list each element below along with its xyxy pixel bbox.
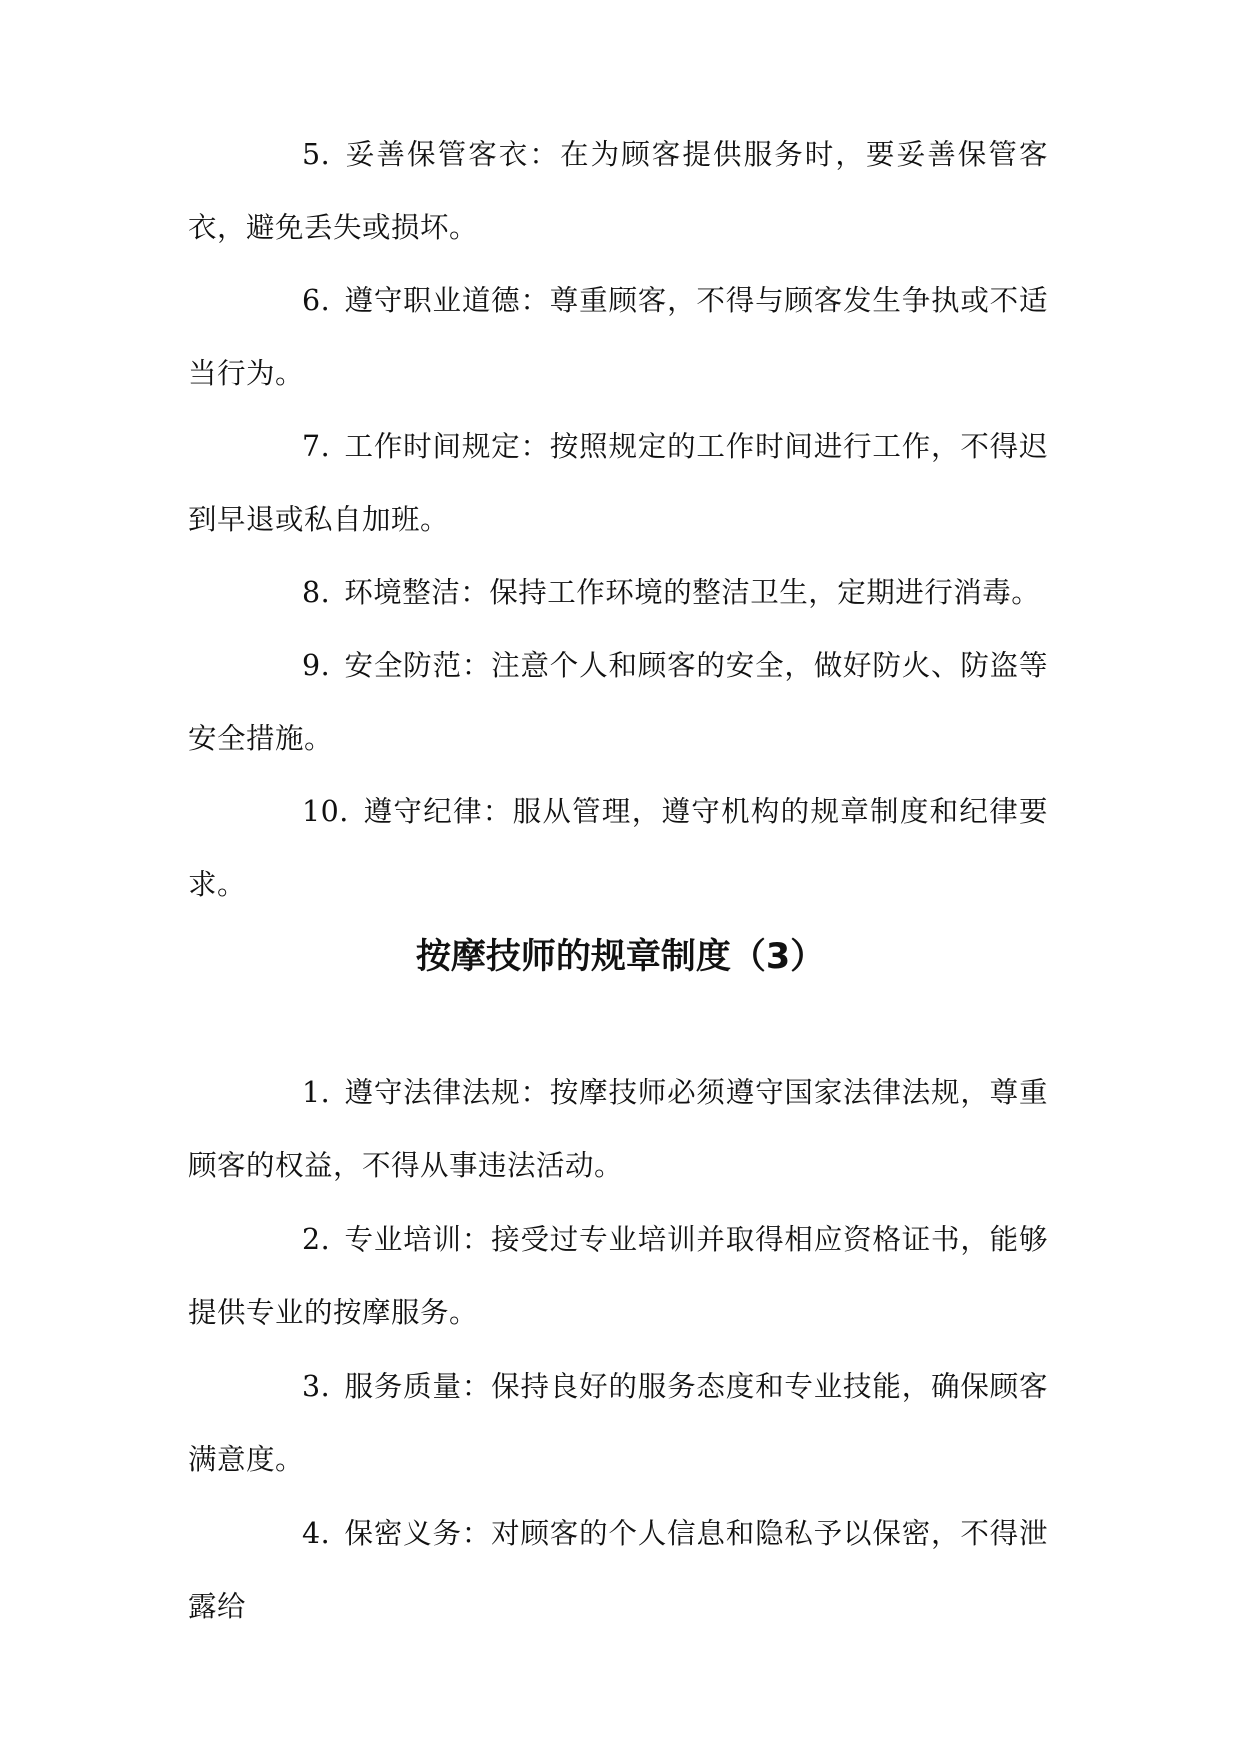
paragraph-item-4: [188, 1497, 1048, 1643]
paragraph-item-9: [188, 629, 1048, 775]
item-text: 专业培训：接受过专业培训并取得相应资格证书，能够提供专业的按摩服务。: [188, 1223, 1048, 1329]
item-number: 1.: [302, 1076, 331, 1109]
paragraph-item-7: [188, 410, 1048, 556]
item-number: 5.: [302, 138, 331, 171]
item-text: 服务质量：保持良好的服务态度和专业技能，确保顾客满意度。: [188, 1370, 1048, 1476]
item-text: 安全防范：注意个人和顾客的安全，做好防火、防盗等安全措施。: [188, 649, 1048, 755]
item-number: 10.: [302, 795, 349, 828]
item-text: 工作时间规定：按照规定的工作时间进行工作，不得迟到早退或私自加班。: [188, 430, 1048, 536]
item-text: 妥善保管客衣：在为顾客提供服务时，要妥善保管客衣，避免丢失或损坏。: [188, 138, 1048, 244]
paragraph-item-6: [188, 264, 1048, 410]
item-text: 保密义务：对顾客的个人信息和隐私予以保密，不得泄露给: [188, 1517, 1048, 1623]
paragraph-item-1: [188, 1056, 1048, 1202]
item-number: 7.: [302, 430, 331, 463]
item-text: 环境整洁：保持工作环境的整洁卫生，定期进行消毒。: [344, 576, 1041, 609]
section-heading: 按摩技师的规章制度（3）: [415, 937, 826, 977]
paragraph-item-8: [188, 556, 1048, 629]
item-number: 4.: [302, 1517, 331, 1550]
item-number: 8.: [302, 576, 331, 609]
item-text: 遵守法律法规：按摩技师必须遵守国家法律法规，尊重顾客的权益，不得从事违法活动。: [188, 1076, 1048, 1182]
item-number: 3.: [302, 1370, 331, 1403]
paragraph-item-3: [188, 1350, 1048, 1496]
paragraph-item-5: [188, 118, 1048, 264]
item-text: 遵守职业道德：尊重顾客，不得与顾客发生争执或不适当行为。: [188, 284, 1048, 390]
item-number: 2.: [302, 1223, 331, 1256]
item-number: 6.: [302, 284, 331, 317]
item-text: 遵守纪律：服从管理，遵守机构的规章制度和纪律要求。: [188, 795, 1048, 901]
paragraph-item-10: [188, 775, 1048, 921]
item-number: 9.: [302, 649, 331, 682]
paragraph-item-2: [188, 1203, 1048, 1349]
